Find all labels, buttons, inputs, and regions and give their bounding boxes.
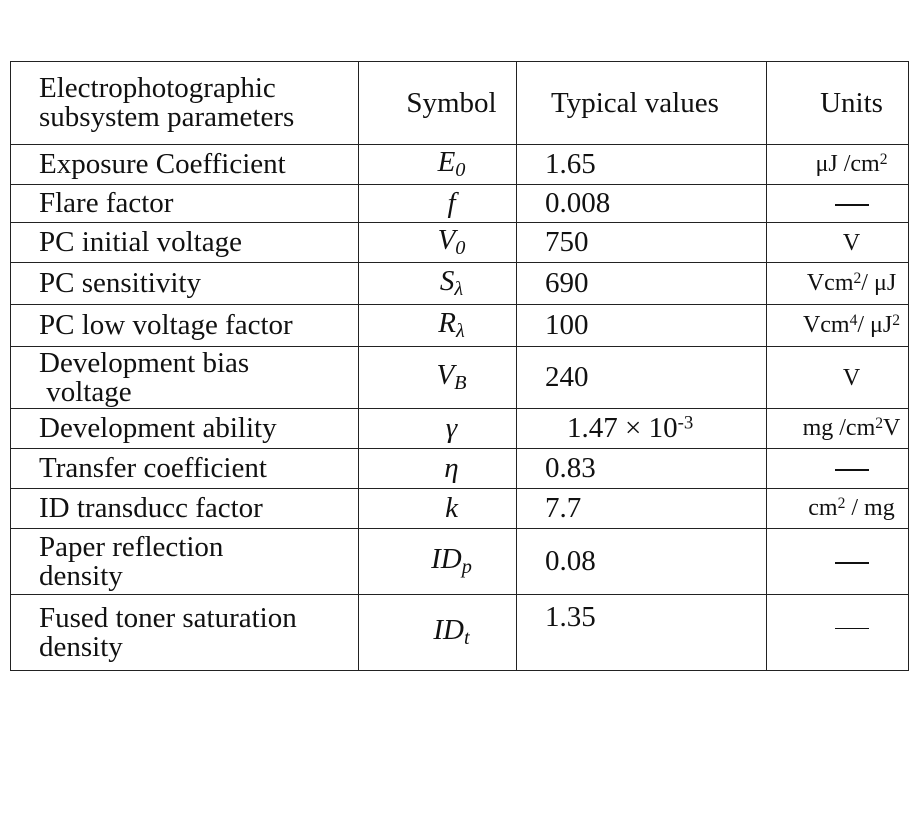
symbol-cell: γ [359, 409, 517, 449]
value-cell: $1.47 \times 10^{-3}$ [517, 409, 767, 449]
unit-cell: Vcm$^4$/ $\mu J^2$ [767, 305, 909, 347]
value-cell: 7.7 [517, 489, 767, 529]
dash-mark [835, 204, 869, 206]
table-row [11, 305, 909, 347]
value-cell: 100 [517, 305, 767, 347]
unit-cell: mg $/cm^2V$ [767, 409, 909, 449]
table-row [11, 449, 909, 489]
value-cell: 750 [517, 223, 767, 263]
table-row [11, 263, 909, 305]
param-cell: PC sensitivity [11, 263, 359, 305]
param-cell: Development bias voltage [11, 347, 359, 409]
param-cell: Development ability [11, 409, 359, 449]
table-row [11, 223, 909, 263]
parameters-table [10, 61, 909, 671]
header-typical-values: Typical values [517, 62, 767, 145]
param-cell: PC low voltage factor [11, 305, 359, 347]
dash-mark [835, 562, 869, 564]
param-cell: Flare factor [11, 185, 359, 223]
value-cell: 0.008 [517, 185, 767, 223]
unit-cell: $cm^2$ / mg [767, 489, 909, 529]
table-row [11, 145, 909, 185]
param-cell: PC initial voltage [11, 223, 359, 263]
param-cell: ID transducc factor [11, 489, 359, 529]
value-cell: 690 [517, 263, 767, 305]
value-cell: 1.35 [517, 595, 767, 671]
unit-cell: μJ $/cm^2$ [767, 145, 909, 185]
symbol-cell: $V_B$ [359, 347, 517, 409]
symbol-cell: f [359, 185, 517, 223]
unit-cell [767, 449, 909, 489]
header-units: Units [767, 62, 909, 145]
header-parameters-line1: Electrophotographic [39, 72, 276, 104]
value-cell: 240 [517, 347, 767, 409]
symbol-cell: η [359, 449, 517, 489]
table-row [11, 347, 909, 409]
symbol-cell: $E_0$ [359, 145, 517, 185]
value-cell: 0.83 [517, 449, 767, 489]
param-cell: Paper reflection density [11, 529, 359, 595]
value-cell: 0.08 [517, 529, 767, 595]
header-symbol: Symbol [359, 62, 517, 145]
unit-cell: V [767, 223, 909, 263]
dash-mark [835, 628, 869, 629]
table-row [11, 185, 909, 223]
param-cell: Exposure Coefficient [11, 145, 359, 185]
unit-cell: V [767, 347, 909, 409]
symbol-cell: $V_0$ [359, 223, 517, 263]
value-cell: 1.65 [517, 145, 767, 185]
symbol-cell: k [359, 489, 517, 529]
header-parameters [11, 62, 359, 145]
symbol-cell: $R_\lambda$ [359, 305, 517, 347]
table-row [11, 529, 909, 595]
param-cell: Fused toner saturation density [11, 595, 359, 671]
symbol-cell: $ID_t$ [359, 595, 517, 671]
unit-cell [767, 185, 909, 223]
table-row [11, 409, 909, 449]
header-parameters-line2: subsystem parameters [39, 101, 295, 133]
dash-mark [835, 469, 869, 471]
unit-cell [767, 529, 909, 595]
param-cell: Transfer coefficient [11, 449, 359, 489]
table-row [11, 595, 909, 671]
symbol-cell: $ID_p$ [359, 529, 517, 595]
unit-cell: Vcm$^2$/ μJ [767, 263, 909, 305]
table-row [11, 489, 909, 529]
symbol-cell: $S_\lambda$ [359, 263, 517, 305]
table-header-row [11, 62, 909, 145]
unit-cell [767, 595, 909, 671]
